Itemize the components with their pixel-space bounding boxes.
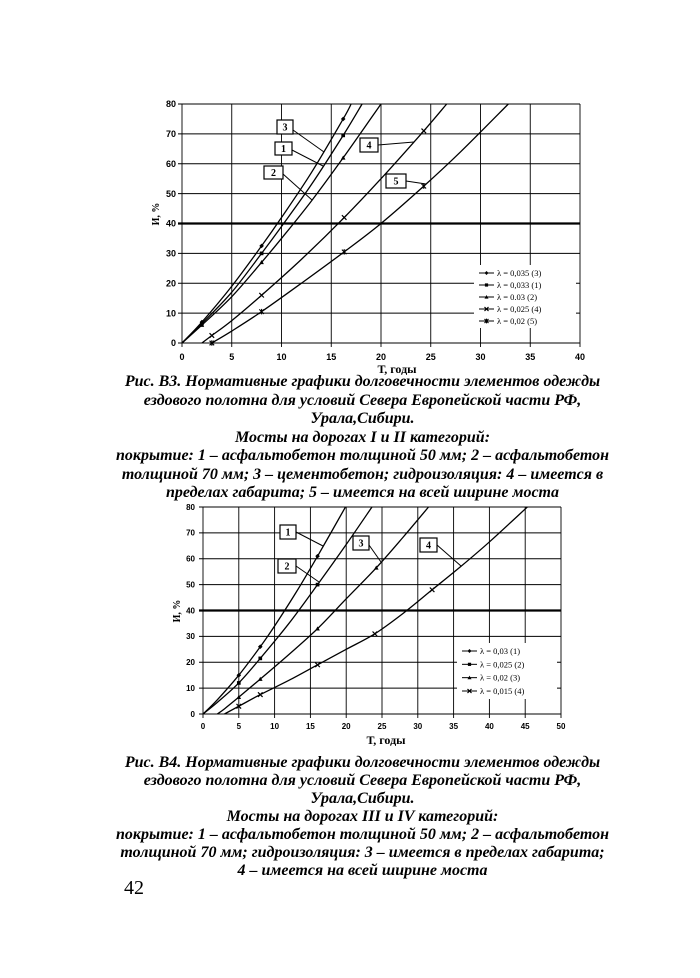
figure-b3-caption [100, 373, 625, 503]
caption-line: толщиной 70 мм; 3 – цементобетон; гидроизоляция: 4 – имеется в [121, 465, 604, 483]
x-tick-label: 30 [413, 721, 423, 731]
x-tick-label: 45 [520, 721, 530, 731]
y-tick-label: 30 [186, 632, 195, 642]
x-tick-label: 0 [200, 721, 206, 731]
y-axis-title: И, % [151, 202, 162, 226]
legend-label: λ = 0,033 (1) [497, 280, 542, 290]
y-tick-label: 30 [165, 248, 176, 259]
curve-label-text: 2 [284, 561, 290, 573]
series-marker [259, 309, 264, 315]
y-tick-label: 40 [165, 218, 176, 229]
y-tick-label: 80 [186, 502, 195, 512]
caption-title-line: Рис. В3. Нормативные графики долговечности элементов одежды [124, 373, 601, 390]
x-tick-label: 40 [484, 721, 494, 731]
figure-b4-caption [100, 754, 625, 880]
y-axis-title: И, % [172, 599, 183, 623]
curve-label-text: 2 [271, 168, 276, 179]
series-5 [210, 104, 509, 346]
curve-label-leader [293, 130, 324, 152]
legend-marker [468, 663, 471, 666]
series-marker [237, 681, 241, 685]
x-tick-label: 5 [236, 721, 242, 731]
x-tick-label: 25 [377, 721, 387, 731]
legend [474, 265, 576, 328]
page-number: 42 [124, 877, 144, 899]
legend-label: λ = 0,025 (2) [480, 659, 525, 670]
x-tick-label: 25 [425, 352, 436, 363]
caption-line: ездового полотна для условий Севера Европейской части РФ, [143, 772, 582, 789]
chart-2 [172, 503, 566, 747]
curve-label-leader [296, 532, 323, 546]
curve-label-text: 4 [426, 540, 431, 552]
caption-line: покрытие: 1 – асфальтобетон толщиной 50 мм; 2 – асфальтобетон [116, 826, 609, 843]
series-marker [315, 663, 320, 668]
series-marker [316, 583, 320, 587]
curve-label-leader [369, 545, 381, 562]
caption-line: Урала,Сибири. [310, 410, 415, 427]
y-tick-label: 50 [165, 188, 176, 199]
curve-label-leader [378, 142, 414, 145]
caption-line: толщиной 70 мм; гидроизоляция: 3 – имеется в пределах габарита; [120, 844, 605, 861]
y-tick-label: 50 [186, 580, 195, 590]
curve-label-text: 1 [285, 527, 291, 539]
x-tick-label: 20 [341, 721, 351, 731]
legend-marker [485, 283, 488, 286]
legend [457, 643, 557, 699]
caption-line: Урала,Сибири. [310, 790, 415, 807]
caption-line: ездового полотна для условий Севера Европейской части РФ, [143, 391, 582, 409]
legend-label: λ = 0,035 (3) [497, 268, 542, 278]
curve-label-4 [360, 138, 414, 152]
x-tick-label: 35 [449, 721, 459, 731]
caption-line: 4 – имеется на всей ширине моста [237, 862, 488, 879]
curve-label-1 [280, 525, 323, 546]
curve-label-2 [278, 559, 319, 582]
y-tick-label: 20 [165, 278, 176, 289]
x-tick-label: 30 [475, 352, 486, 363]
curve-label-text: 3 [282, 122, 288, 134]
legend-label: λ = 0,03 (1) [480, 646, 521, 656]
y-tick-label: 70 [165, 129, 176, 140]
series-marker [258, 692, 263, 697]
y-tick-label: 60 [186, 554, 195, 564]
series-marker [210, 333, 215, 338]
series-marker [430, 588, 435, 593]
x-tick-label: 5 [229, 352, 235, 363]
y-tick-label: 80 [165, 99, 176, 110]
x-tick-label: 15 [305, 721, 315, 731]
x-axis-title: Т, годы [366, 733, 406, 747]
curve-label-leader [437, 545, 461, 566]
curve-label-5 [386, 174, 426, 188]
x-tick-label: 20 [375, 352, 387, 363]
x-axis-title: Т, годы [377, 362, 417, 376]
y-tick-label: 70 [186, 528, 195, 538]
x-tick-label: 10 [270, 721, 280, 731]
series-marker [260, 252, 264, 256]
series-marker [421, 129, 426, 134]
caption-title-line: Рис. В4. Нормативные графики долговечности элементов одежды [124, 754, 601, 771]
x-tick-label: 10 [276, 352, 287, 363]
series-marker [373, 631, 378, 636]
curve-label-text: 3 [358, 538, 364, 550]
curve-label-text: 4 [366, 140, 372, 152]
series-marker [342, 249, 347, 255]
series-marker [259, 293, 264, 298]
y-tick-label: 20 [186, 658, 195, 668]
y-tick-label: 40 [186, 606, 195, 616]
x-tick-label: 50 [556, 721, 566, 731]
caption-line: покрытие: 1 – асфальтобетон толщиной 50 мм; 2 – асфальтобетон [116, 447, 609, 464]
legend-label: λ = 0.03 (2) [497, 292, 538, 302]
y-tick-label: 10 [165, 308, 176, 319]
x-tick-label: 15 [326, 352, 337, 363]
curve-label-text: 1 [281, 144, 286, 155]
caption-line: Мосты на дорогах I и II категорий: [234, 428, 491, 446]
curve-label-leader [296, 566, 319, 582]
series-marker [342, 215, 347, 220]
legend-label: λ = 0,025 (4) [497, 304, 542, 314]
y-tick-label: 0 [170, 338, 176, 349]
series-marker [341, 134, 345, 138]
caption-line: пределах габарита; 5 – имеется на всей ширине моста [166, 484, 559, 501]
x-tick-label: 0 [179, 352, 185, 363]
y-tick-label: 10 [186, 683, 195, 693]
legend-label: λ = 0,02 (3) [480, 672, 521, 683]
y-tick-label: 0 [190, 709, 195, 719]
chart-1 [151, 99, 585, 376]
y-tick-label: 60 [165, 158, 176, 169]
curve-label-4 [420, 538, 461, 566]
curve-label-leader [406, 181, 426, 184]
legend-label: λ = 0,015 (4) [480, 685, 525, 696]
curve-label-3 [353, 536, 381, 562]
x-tick-label: 40 [574, 352, 586, 363]
curve-label-text: 5 [393, 176, 399, 188]
x-tick-label: 35 [525, 352, 536, 363]
series-marker [258, 657, 262, 661]
caption-line: Мосты на дорогах III и IV категорий: [226, 808, 499, 825]
legend-label: λ = 0,02 (5) [497, 316, 538, 326]
